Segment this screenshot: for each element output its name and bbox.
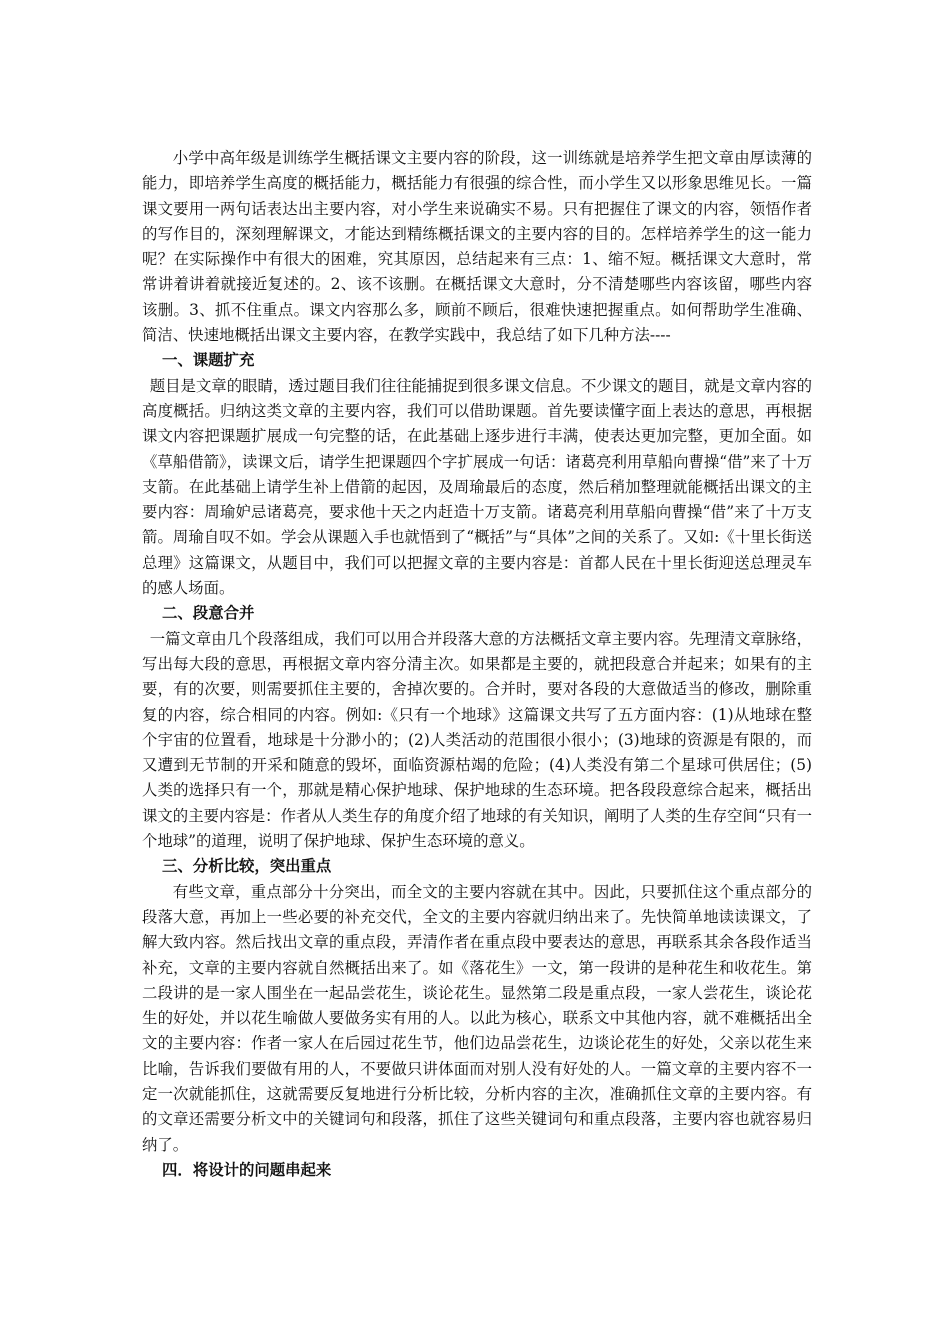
section-1-heading: 一、课题扩充 xyxy=(162,351,255,370)
intro-paragraph: 小学中高年级是训练学生概括课文主要内容的阶段，这一训练就是培养学生把文章由厚读薄的能力，即培养学生高度的概括能力，概括能力有很强的综合性，而小学生又以形象思维见长。一篇课文要用一两句话表达出主要内容，对小学生来说确实不易。只有把握住了课文的内容，领悟作者的写作目的，深刻理解课文，才能达到精练概括课文的主要内容的目的。怎样培养学生的这一能力呢？在实际操作中有很大的困难，究其原因，总结起来有三点：1、缩不短。概括课文大意时，常常讲着讲着就接近复述的。2、该不该删。在概括课文大意时，分不清楚哪些内容该留，哪些内容该删。3、抓不住重点。课文内容那么多，顾前不顾后，很难快速把握重点。如何帮助学生准确、简洁、快速地概括出课文主要内容，在教学实践中，我总结了如下几种方法---- xyxy=(142,149,812,345)
document-page xyxy=(142,146,812,1183)
section-2-heading: 二、段意合并 xyxy=(162,604,255,623)
section-4-heading: 四．将设计的问题串起来 xyxy=(162,1160,332,1179)
section-2-body: 一篇文章由几个段落组成，我们可以用合并段落大意的方法概括文章主要内容。先理清文章脉络，写出每大段的意思，再根据文章内容分清主次。如果都是主要的，就把段意合并起来；如果有的主要，有的次要，则需要抓住主要的，舍掉次要的。合并时，要对各段的大意做适当的修改，删除重复的内容，综合相同的内容。例如:《只有一个地球》这篇课文共写了五方面内容：(1)从地球在整个宇宙的位置看，地球是十分渺小的；(2)人类活动的范围很小很小；(3)地球的资源是有限的，而又遭到无节制的开采和随意的毁坏，面临资源枯竭的危险；(4)人类没有第二个星球可供居住；(5)人类的选择只有一个，那就是精心保护地球、保护地球的生态环境。把各段段意综合起来，概括出课文的主要内容是：作者从人类生存的角度介绍了地球的有关知识，阐明了人类的生存空间“只有一个地球”的道理，说明了保护地球、保护生态环境的意义。 xyxy=(142,629,812,851)
section-1-body: 题目是文章的眼睛，透过题目我们往往能捕捉到很多课文信息。不少课文的题目，就是文章内容的高度概括。归纳这类文章的主要内容，我们可以借助课题。首先要读懂字面上表达的意思，再根据课文内容把课题扩展成一句完整的话，在此基础上逐步进行丰满，使表达更加完整，更加全面。如《草船借箭》，读课文后，请学生把课题四个字扩展成一句话：诸葛亮利用草船向曹操“借”来了十万支箭。在此基础上请学生补上借箭的起因，及周瑜最后的态度，然后稍加整理就能概括出课文的主要内容：周瑜妒忌诸葛亮，要求他十天之内赶造十万支箭。诸葛亮利用草船向曹操“借”来了十万支箭。周瑜自叹不如。学会从课题入手也就悟到了“概括”与“具体”之间的关系了。又如:《十里长街送总理》这篇课文，从题目中，我们可以把握文章的主要内容是：首都人民在十里长街迎送总理灵车的感人场面。 xyxy=(142,376,812,598)
section-3-body: 有些文章，重点部分十分突出，而全文的主要内容就在其中。因此，只要抓住这个重点部分的段落大意，再加上一些必要的补充交代，全文的主要内容就归纳出来了。先快简单地读读课文，了解大致内容。然后找出文章的重点段，弄清作者在重点段中要表达的意思，再联系其余各段作适当补充，文章的主要内容就自然概括出来了。如《落花生》一文，第一段讲的是种花生和收花生。第二段讲的是一家人围坐在一起品尝花生，谈论花生。显然第二段是重点段，一家人尝花生，谈论花生的好处，并以花生喻做人要做务实有用的人。以此为核心，联系文中其他内容，就不难概括出全文的主要内容：作者一家人在后园过花生节，他们边品尝花生，边谈论花生的好处，父亲以花生来比喻，告诉我们要做有用的人，不要做只讲体面而对别人没有好处的人。一篇文章的主要内容不一定一次就能抓住，这就需要反复地进行分析比较，分析内容的主次，准确抓住文章的主要内容。有的文章还需要分析文中的关键词句和段落，抓住了这些关键词句和重点段落，主要内容也就容易归纳了。 xyxy=(142,882,812,1154)
section-3-heading: 三、分析比较，突出重点 xyxy=(162,857,332,876)
